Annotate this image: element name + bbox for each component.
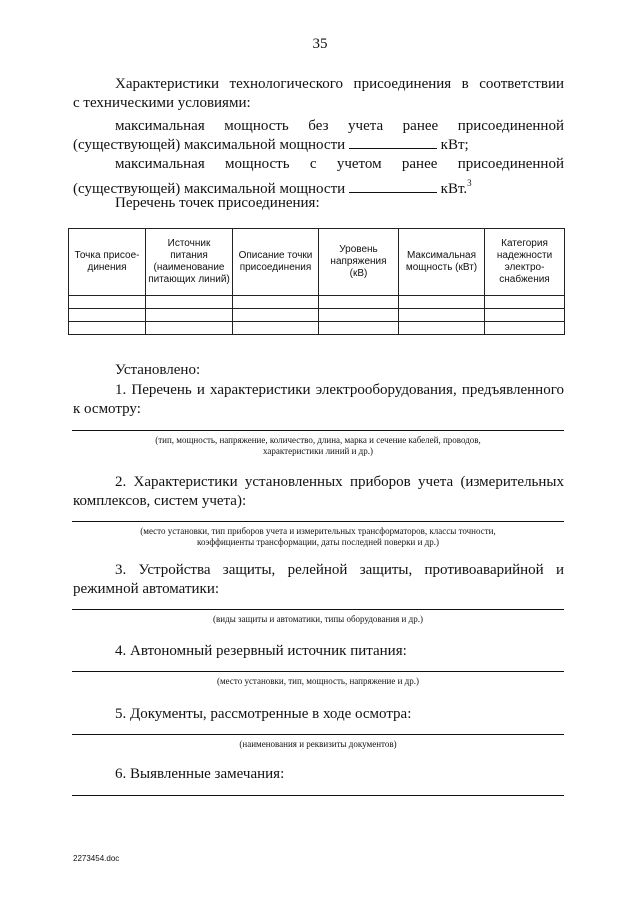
item-3-note-1: (виды защиты и автоматики, типы оборудования и др.)	[213, 614, 423, 624]
item-1-line-1: 1. Перечень и характеристики электрооборудования, предъявленного	[115, 382, 564, 398]
item-6-line-1: 6. Выявленные замечания:	[115, 766, 285, 782]
unit-kw-1: кВт;	[440, 137, 469, 153]
table-cell[interactable]	[146, 296, 233, 309]
table-header-row	[69, 229, 565, 296]
item-5-note-1: (наименования и реквизиты документов)	[239, 739, 397, 749]
item-3-line-2: режимной автоматики:	[73, 581, 220, 597]
table-cell[interactable]	[233, 309, 319, 322]
established-heading: Установлено:	[115, 362, 201, 378]
max-power-with-field[interactable]	[349, 180, 437, 193]
table-cell[interactable]	[233, 296, 319, 309]
max-power-without-field[interactable]	[349, 136, 437, 149]
connection-points-table	[68, 228, 565, 335]
table-cell[interactable]	[69, 296, 146, 309]
table-cell[interactable]	[319, 296, 399, 309]
table-row	[69, 309, 565, 322]
table-cell[interactable]	[319, 322, 399, 335]
item-5-line-1: 5. Документы, рассмотренные в ходе осмотра:	[115, 706, 412, 722]
table-row	[69, 322, 565, 335]
document-filename: 2273454.doc	[73, 854, 120, 863]
item-2-line-2: комплексов, систем учета):	[73, 493, 247, 509]
item-3-line-1: 3. Устройства защиты, релейной защиты, противоаварийной и	[115, 562, 564, 578]
item-2-note-2: коэффициенты трансформации, даты последней поверки и др.)	[197, 537, 439, 547]
item-6-fill-line[interactable]	[72, 795, 564, 796]
table-cell[interactable]	[319, 309, 399, 322]
item-2-fill-line[interactable]	[72, 521, 564, 522]
item-1-note-2: характеристики линий и др.)	[263, 446, 373, 456]
table-cell[interactable]	[233, 322, 319, 335]
table-cell[interactable]	[399, 296, 485, 309]
item-1-line-2: к осмотру:	[73, 401, 141, 417]
page-number: 35	[312, 36, 328, 52]
item-4-fill-line[interactable]	[72, 671, 564, 672]
header-power-source: Источник питания (наименование питающих линий)	[146, 229, 233, 296]
max-power-with-line-1: максимальная мощность с учетом ранее присоединенной	[115, 156, 564, 172]
item-2-note-1: (место установки, тип приборов учета и измерительных трансформаторов, классы точности,	[140, 526, 496, 536]
intro-line-1: Характеристики технологического присоединения в соответствии	[115, 76, 564, 92]
header-connection-point: Точка присое-динения	[69, 229, 146, 296]
table-cell[interactable]	[399, 309, 485, 322]
header-max-power: Максимальная мощность (кВт)	[399, 229, 485, 296]
table-cell[interactable]	[485, 322, 565, 335]
header-reliability-category: Категория надежности электро-снабжения	[485, 229, 565, 296]
table-cell[interactable]	[399, 322, 485, 335]
table-cell[interactable]	[485, 309, 565, 322]
table-cell[interactable]	[485, 296, 565, 309]
max-power-without-label: (существующей) максимальной мощности	[73, 137, 346, 153]
item-1-fill-line[interactable]	[72, 430, 564, 431]
table-cell[interactable]	[69, 309, 146, 322]
item-5-fill-line[interactable]	[72, 734, 564, 735]
unit-kw-2: кВт.	[440, 181, 468, 197]
table-cell[interactable]	[69, 322, 146, 335]
header-voltage-level: Уровень напряжения (кВ)	[319, 229, 399, 296]
table-cell[interactable]	[146, 322, 233, 335]
max-power-without-line-1: максимальная мощность без учета ранее присоединенной	[115, 118, 564, 134]
max-power-with-label: (существующей) максимальной мощности	[73, 181, 346, 197]
footnote-ref: 3	[467, 178, 472, 188]
item-3-fill-line[interactable]	[72, 609, 564, 610]
points-title: Перечень точек присоединения:	[115, 195, 320, 211]
item-4-line-1: 4. Автономный резервный источник питания:	[115, 643, 407, 659]
item-4-note-1: (место установки, тип, мощность, напряжение и др.)	[216, 676, 420, 686]
intro-line-2: с техническими условиями:	[73, 95, 251, 111]
item-2-line-1: 2. Характеристики установленных приборов учета (измерительных	[115, 474, 564, 490]
item-1-note-1: (тип, мощность, напряжение, количество, длина, марка и сечение кабелей, проводов,	[155, 435, 481, 445]
max-power-without-line-2	[73, 136, 469, 154]
header-point-description: Описание точки присоединения	[233, 229, 319, 296]
table-row	[69, 296, 565, 309]
table-cell[interactable]	[146, 309, 233, 322]
